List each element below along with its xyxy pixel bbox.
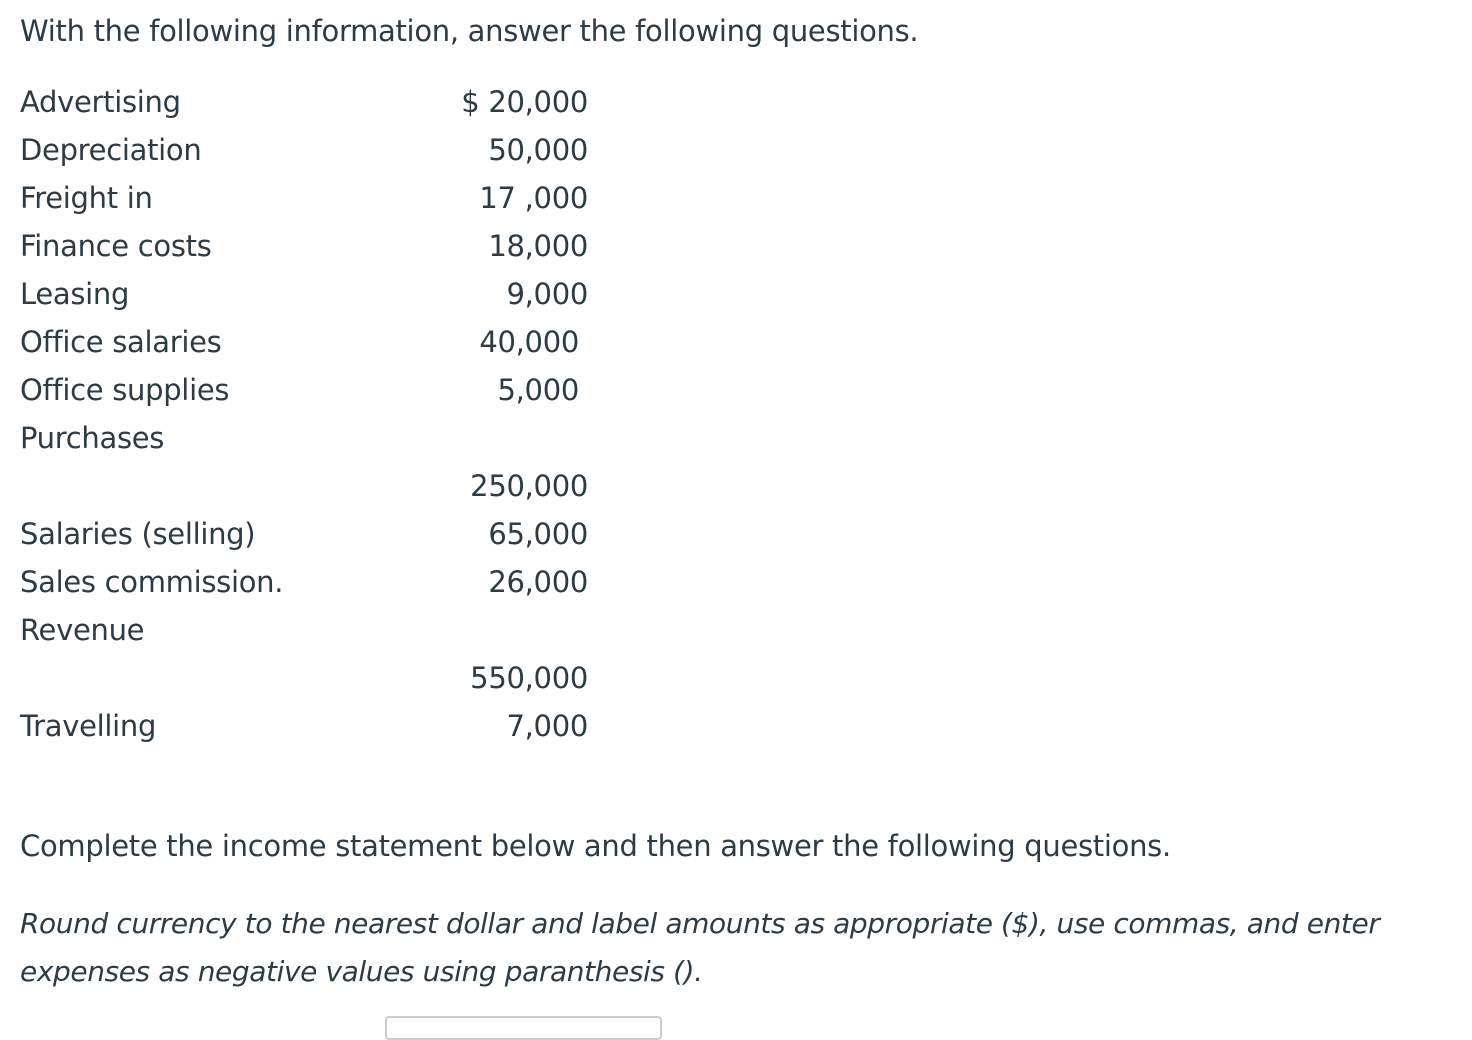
item-amount: 17 ,000 bbox=[479, 181, 588, 215]
item-amount: 250,000 bbox=[470, 469, 588, 503]
item-amount: 9,000 bbox=[506, 277, 588, 311]
item-amount: 50,000 bbox=[488, 133, 588, 167]
item-amount: 65,000 bbox=[488, 517, 588, 551]
item-amount: 5,000 bbox=[497, 373, 579, 407]
item-label: Office salaries bbox=[20, 325, 222, 359]
item-label: Finance costs bbox=[20, 229, 212, 263]
item-label: Revenue bbox=[20, 613, 145, 647]
instructions-text: Round currency to the nearest dollar and label amounts as appropriate ($), use commas, and enter expenses as negative values using paranthesis (). bbox=[20, 907, 1380, 988]
item-label: Travelling bbox=[20, 709, 157, 743]
item-label: Sales commission. bbox=[20, 565, 284, 599]
item-amount: 7,000 bbox=[506, 709, 588, 743]
item-amount: 18,000 bbox=[488, 229, 588, 263]
item-label: Office supplies bbox=[20, 373, 230, 407]
item-amount: 550,000 bbox=[470, 661, 588, 695]
item-label: Depreciation bbox=[20, 133, 202, 167]
answer-input[interactable] bbox=[385, 1016, 662, 1040]
list-item bbox=[20, 421, 620, 461]
item-label: Advertising bbox=[20, 85, 181, 119]
item-label: Leasing bbox=[20, 277, 130, 311]
item-label: Freight in bbox=[20, 181, 153, 215]
item-amount: 40,000 bbox=[479, 325, 579, 359]
list-item bbox=[20, 613, 620, 653]
section-heading: Complete the income statement below and then answer the following questions. bbox=[20, 829, 1171, 863]
intro-text: With the following information, answer the following questions. bbox=[20, 14, 919, 48]
item-label: Salaries (selling) bbox=[20, 517, 256, 551]
item-amount: $ 20,000 bbox=[461, 85, 588, 119]
item-label: Purchases bbox=[20, 421, 165, 455]
item-amount: 26,000 bbox=[488, 565, 588, 599]
